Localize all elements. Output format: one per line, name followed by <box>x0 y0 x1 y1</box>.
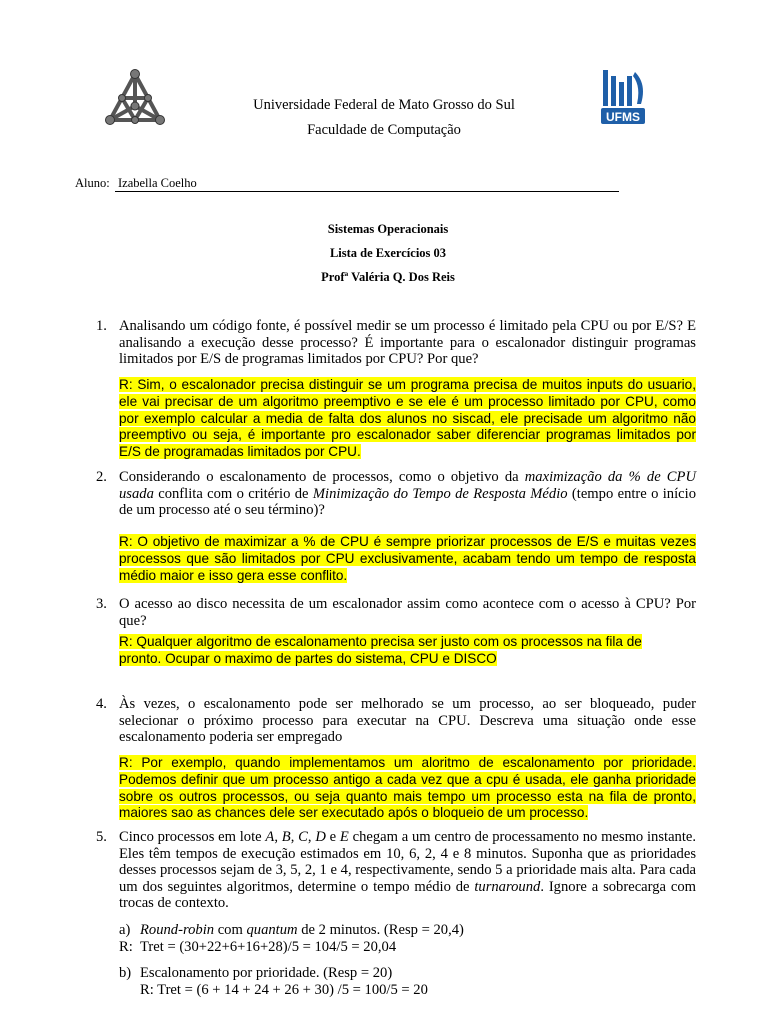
sub-question-b <box>119 965 696 998</box>
sub-question-a <box>119 922 696 955</box>
process-c: C <box>298 829 308 845</box>
list-title: Lista de Exercícios 03 <box>329 246 447 260</box>
question-text: Considerando o escalonamento de processos, como o objetivo da <box>119 469 525 485</box>
question-text: conflita com o critério de <box>153 485 313 502</box>
question-number: 5. <box>96 829 107 845</box>
response-text: Tret = (30+22+6+16+28)/5 = 104/5 = 20,04 <box>140 938 397 955</box>
student-name-field <box>115 176 619 192</box>
separator: , <box>307 829 316 845</box>
question-number: 2. <box>96 469 107 485</box>
question-5 <box>96 829 696 912</box>
question-number: 1. <box>96 318 107 334</box>
answer-text-line-2: pronto. Ocupar o maximo de partes do sistema, CPU e DISCO <box>119 650 497 666</box>
answer-3 <box>119 634 696 668</box>
question-text: Cinco processos em lote <box>119 829 266 845</box>
process-e: E <box>339 829 349 845</box>
answer-text-line-1: R: Qualquer algoritmo de escalonamento precisa ser justo com os processos na fila de <box>119 634 642 649</box>
ufms-logo-text: UFMS <box>606 110 640 124</box>
answer-text: R: Sim, o escalonador precisa distinguir se um programa precisa de muitos inputs do usuario, ele vai precisar de um algoritmo preemptivo e se ele é um processo limitado por CPU, como por exemplo calcular a media de falta dos alunos no siscad, ele precisade um algoritmo não preemptivo ou seja, é importante pro escalonador saber diferenciar programas limitados por E/S de programadas limitados por CPU. <box>119 377 696 460</box>
turnaround-term: turnaround <box>474 878 541 895</box>
student-label: Aluno: <box>75 176 110 190</box>
sub-text: Escalonamento por prioridade. (Resp = 20) <box>140 965 393 981</box>
question-text: O acesso ao disco necessita de um escalonador assim como acontece com o acesso à CPU? Por que? <box>119 596 696 629</box>
answer-2 <box>119 534 696 584</box>
question-text: (tempo entre o início de um processo até o seu término)? <box>119 485 696 519</box>
subject-title: Sistemas Operacionais <box>327 222 449 236</box>
question-text: Às vezes, o escalonamento pode ser melhorado se um processo, ao ser bloqueado, puder selecionar o próximo processo para executar na CPU. Descreva uma situação onde esse escalonamento poderia ser empregado <box>119 696 696 746</box>
student-name: Izabella Coelho <box>118 176 197 190</box>
separator: e <box>325 829 340 845</box>
question-number: 3. <box>96 596 107 612</box>
sub-text: com <box>214 922 247 938</box>
response-text: R: Tret = (6 + 14 + 24 + 26 + 30) /5 = 100/5 = 20 <box>140 981 428 998</box>
university-name: Universidade Federal de Mato Grosso do Sul <box>253 97 515 113</box>
question-2 <box>96 469 696 519</box>
professor-name: Profª Valéria Q. Dos Reis <box>321 270 455 284</box>
process-a: A <box>265 829 275 845</box>
question-emphasis: maximização da % de CPU usada <box>119 469 696 502</box>
quantum-term: quantum <box>246 922 298 938</box>
sub-text: de 2 minutos. (Resp = 20,4) <box>297 922 464 938</box>
question-3 <box>96 596 696 629</box>
process-d: D <box>315 829 326 845</box>
answer-text: R: O objetivo de maximizar a % de CPU é sempre priorizar processos de E/S e muitas vezes processos que são limitados por CPU exclusivamente, acabam tendo um tempo de resposta médio maior e isso gera esse conflito. <box>119 534 696 583</box>
question-text: . Ignore a sobrecarga com trocas de contexto. <box>119 878 696 912</box>
answer-text: R: Por exemplo, quando implementamos um aloritmo de escalonamento por prioridade. Podemos definir que um processo antigo a cada vez que a cpu é usada, ele ganha prioridade sobre os outros processos, ou seja quanto mais tempo um processo esta na fila de pronto, maiores sao as chances dele ser executado após o bloqueio de um processo. <box>119 755 696 821</box>
sub-label: b) <box>119 965 132 981</box>
response-label: R: <box>119 938 133 955</box>
process-b: B <box>281 829 291 845</box>
question-1 <box>96 318 696 368</box>
question-emphasis: Minimização do Tempo de Resposta Médio <box>312 485 568 502</box>
question-number: 4. <box>96 696 107 712</box>
answer-1 <box>119 377 696 461</box>
question-text: chegam a um centro de processamento no mesmo instante. Eles têm tempos de execução estimados em 10, 6, 2, 4 e 8 minutos. Suponha que as prioridades desses processos sejam de 3, 5, 2, 1 e 4, respectivamente, sendo 5 a prioridade mais alta. Para cada um dos seguintes algoritmos, determine o tempo médio de <box>119 829 697 895</box>
separator: , <box>274 829 282 845</box>
answer-4 <box>119 755 696 822</box>
faculty-name: Faculdade de Computação <box>307 122 461 138</box>
separator: , <box>290 829 299 845</box>
sub-label: a) <box>119 922 131 938</box>
question-4 <box>96 696 696 746</box>
round-robin-term: Round-robin <box>140 922 215 938</box>
question-text: Analisando um código fonte, é possível medir se um processo é limitado pela CPU ou por E/S? E analisando a execução desse processo? É importante para o escalonador distinguir programas limitados por E/S de programas limitados por CPU? Por que? <box>119 318 696 368</box>
